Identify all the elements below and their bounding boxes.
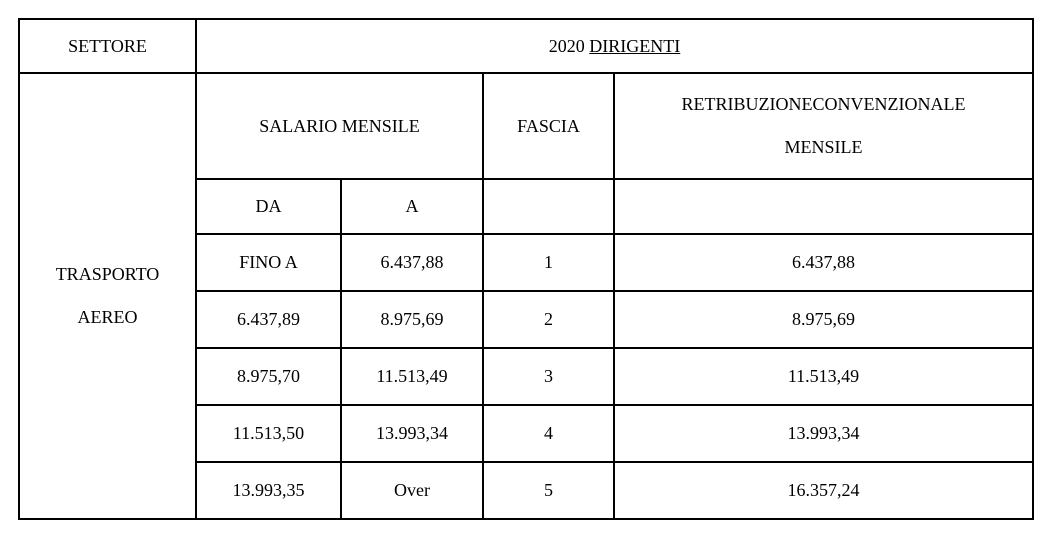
settore-header-cell: SETTORE bbox=[19, 19, 196, 73]
da-value: 11.513,50 bbox=[196, 405, 341, 462]
fascia-value: 4 bbox=[483, 405, 614, 462]
sector-name-line1: TRASPORTO bbox=[55, 263, 160, 284]
da-header-cell: DA bbox=[196, 179, 341, 234]
sector-name-cell bbox=[19, 73, 196, 519]
fascia-value: 1 bbox=[483, 234, 614, 291]
dirigenti-label: DIRIGENTI bbox=[589, 35, 681, 56]
retribuzione-header-line1: RETRIBUZIONECONVENZIONALE bbox=[681, 93, 966, 114]
title-row bbox=[19, 19, 1033, 73]
a-value: Over bbox=[341, 462, 483, 519]
da-value: FINO A bbox=[196, 234, 341, 291]
fascia-empty-cell bbox=[483, 179, 614, 234]
salario-mensile-header-cell: SALARIO MENSILE bbox=[196, 73, 483, 179]
fascia-value: 2 bbox=[483, 291, 614, 348]
da-value: 13.993,35 bbox=[196, 462, 341, 519]
da-value: 6.437,89 bbox=[196, 291, 341, 348]
a-value: 11.513,49 bbox=[341, 348, 483, 405]
fascia-value: 5 bbox=[483, 462, 614, 519]
fascia-value: 3 bbox=[483, 348, 614, 405]
retribuzione-value: 6.437,88 bbox=[614, 234, 1033, 291]
retribuzione-value: 11.513,49 bbox=[614, 348, 1033, 405]
year-title-cell bbox=[196, 19, 1033, 73]
a-header-cell: A bbox=[341, 179, 483, 234]
retribuzione-empty-cell bbox=[614, 179, 1033, 234]
year-label: 2020 bbox=[548, 35, 585, 56]
retribuzione-header-line2: MENSILE bbox=[784, 137, 863, 157]
da-value: 8.975,70 bbox=[196, 348, 341, 405]
a-value: 6.437,88 bbox=[341, 234, 483, 291]
sector-name-line2: AEREO bbox=[77, 307, 138, 327]
a-value: 13.993,34 bbox=[341, 405, 483, 462]
salary-bands-table bbox=[18, 18, 1034, 520]
retribuzione-value: 8.975,69 bbox=[614, 291, 1033, 348]
retribuzione-header-cell bbox=[614, 73, 1033, 179]
retribuzione-value: 13.993,34 bbox=[614, 405, 1033, 462]
a-value: 8.975,69 bbox=[341, 291, 483, 348]
fascia-header-cell: FASCIA bbox=[483, 73, 614, 179]
retribuzione-value: 16.357,24 bbox=[614, 462, 1033, 519]
column-headers-row bbox=[19, 73, 1033, 179]
